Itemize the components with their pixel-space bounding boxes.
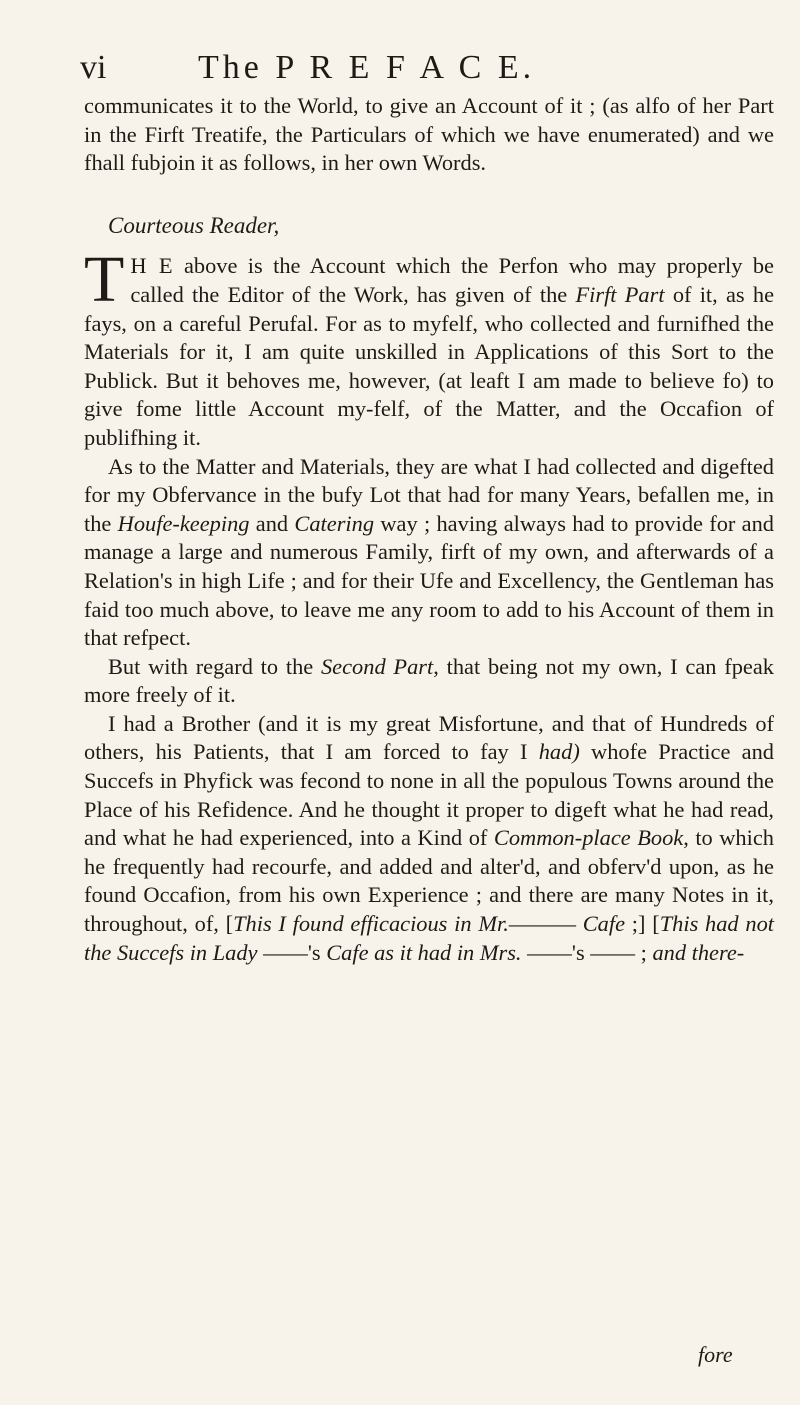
p4-italic-h: Cafe [582,911,626,937]
p2-text-a: As to the Matter and Materials, they are what I had collected and digefted for my Obfervance in the bufy Lot that had for many Years, befallen me, in the [84,453,774,536]
body-text [84,92,774,967]
p4-italic-j: This had not the Succefs in Lady [84,911,774,965]
p1-italic-b: Firft Part [575,281,665,307]
paragraph-4 [84,710,774,967]
paragraph-1 [84,243,775,452]
intro-paragraph: communicates it to the World, to give an Account of it ; (as alfo of her Part in the Firft Treatife, the Particulars of which we have enumerated) and we fhall fubjoin it as follows, in her own Words. [84,93,774,176]
first-words: H E [130,253,174,279]
p4-text-i: ;] [ [625,911,660,937]
p2-italic-d: Catering [294,510,375,536]
p3-text-c: , that being not my own, I can fpeak more freely of it. [84,653,774,708]
drop-cap: T [84,243,125,317]
p4-italic-n: and there- [652,939,745,965]
p3-italic-b: Second Part [320,653,434,679]
salutation: Courteous Reader, [108,212,280,238]
p2-text-c: and [249,510,295,536]
p1-text-c: of it, as he fays, on a careful Perufal. For as to myfelf, who collected and furnifhed the Materials for it, I am quite unskilled in Applications of this Sort to the Publick. But it behoves me, however, (at leaft I am made to believe fo) to give fome little Account my-felf, of the Matter, and the Occafion of publifhing it. [84,281,775,450]
p2-text-e: way ; having always had to provide for and manage a large and numerous Family, firft of my own, and afterwards of a Relation's in high Life ; and for their Ufe and Excellency, the Gentleman has faid too much above, to leave me any room to add to his Account of them in that refpect. [84,510,775,651]
catchword: fore [698,1342,733,1367]
p2-italic-b: Houfe-keeping [117,510,250,536]
page-number: vi [80,49,107,86]
p1-text-a: above is the Account which the Perfon who may properly be called the Editor of the Work, has given of the [130,253,774,307]
running-title: The P R E F A C E. [198,49,536,86]
paragraph-3 [84,653,774,710]
p4-text-a: I had a Brother (and it is my great Misfortune, and that of Hundreds of others, his Patients, that I am forced to fay I [84,710,774,765]
p4-text-c: whofe Practice and Succefs in Phyfick was fecond to none in all the populous Towns around the Place of his Refidence. And he thought it proper to digeft what he had read, and what he had experienced, into a Kind of [84,739,774,851]
p4-text-g: ——— [508,911,583,937]
p3-text-a: But with regard to the [108,653,321,679]
p4-text-m: ——'s —— ; [521,939,653,965]
p4-italic-d: Common-place Book [493,825,684,851]
p4-text-k: ——'s [257,939,327,965]
p4-italic-b: had) [538,739,580,765]
paragraph-2 [84,453,774,653]
p4-italic-l: Cafe as it had in Mrs. [326,939,522,965]
p4-text-e: , to which he frequently had recourfe, and added and alter'd, and obferv'd upon, as he found Occafion, from his own Experience ; and there are many Notes in it, throughout, of, [ [84,825,774,937]
p4-italic-f: This I found efficacious in Mr. [233,911,509,937]
page-header [80,48,770,88]
